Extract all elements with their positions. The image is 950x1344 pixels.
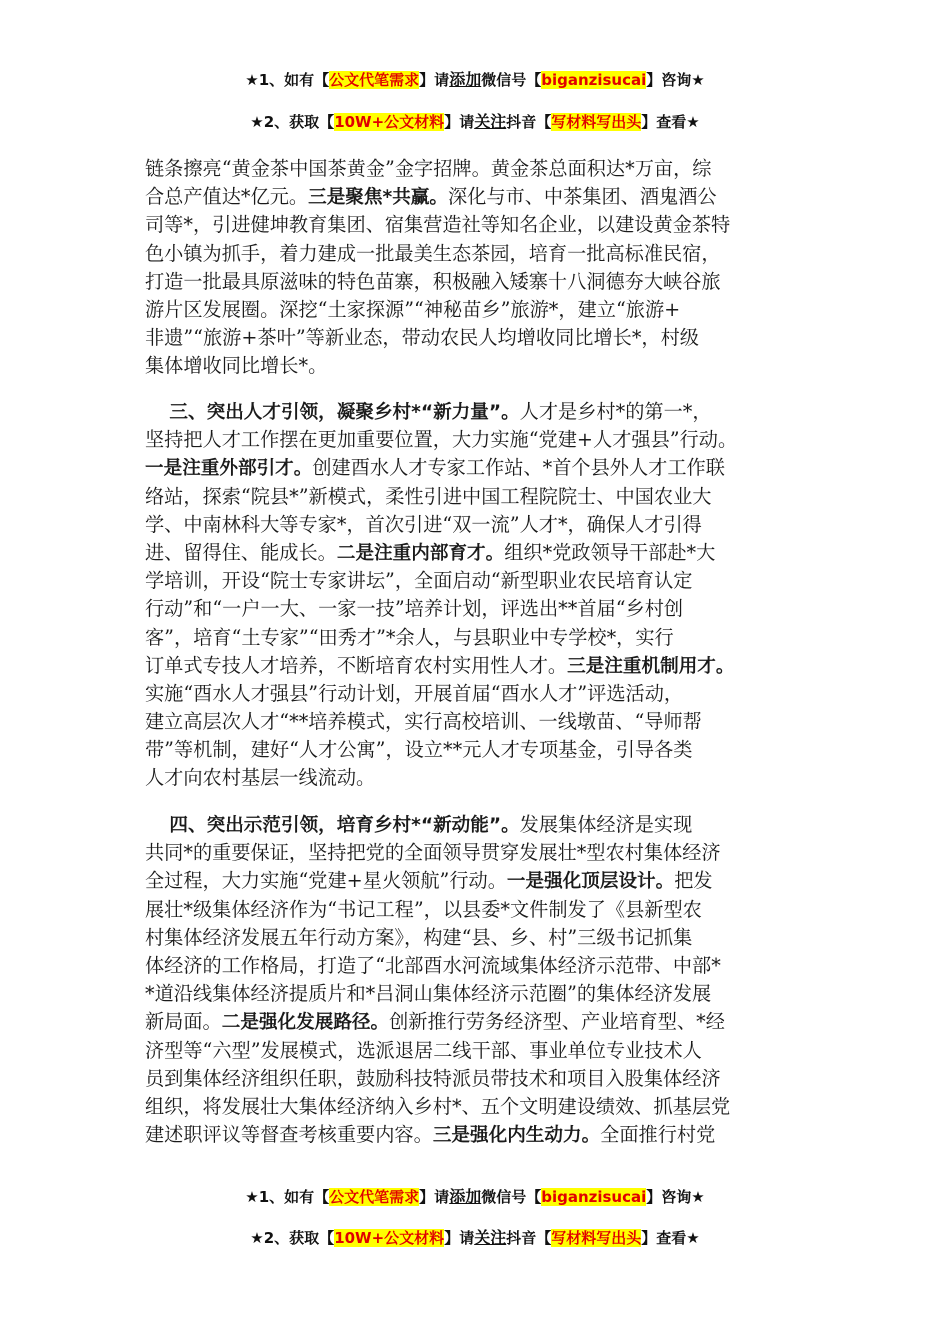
- text-line: [145, 567, 805, 595]
- text-line: [145, 454, 805, 482]
- body-text: 带”等机制，建好“人才公寓”，设立**元人才专项基金，引导各类: [145, 738, 693, 762]
- text-line: [145, 924, 805, 952]
- promo-text: 微信号【: [481, 1188, 542, 1206]
- text-line: [145, 708, 805, 736]
- body-text: 组织，将发展壮大集体经济纳入乡村*、五个文明建设绩效、抓基层党: [145, 1094, 731, 1118]
- promo-text: 【: [314, 1188, 330, 1206]
- promo-text: 】查看★: [641, 113, 700, 131]
- indent: [145, 813, 169, 836]
- text-line: [145, 680, 805, 708]
- highlight-service: 公文代笔需求: [329, 1188, 420, 1206]
- body-text: 链条擦亮“黄金茶中国茶黄金”金字招牌。黄金茶总面积达*万亩，综: [145, 157, 712, 180]
- bold-heading: 三是聚焦*共赢。: [308, 187, 448, 209]
- body-text: 合总产值达*亿元。: [145, 185, 309, 209]
- body-text: 发展集体经济是实现: [519, 813, 693, 836]
- body-text: 订单式专技人才培养，不断培育农村实用性人才。: [145, 653, 568, 677]
- body-text: 客”，培育“土专家”“田秀才”*余人，与县职业中专学校*，实行: [145, 625, 674, 649]
- text-line: [145, 764, 805, 792]
- text-line: [145, 736, 805, 764]
- body-text: 新局面。: [145, 1010, 222, 1034]
- body-text: 进、留得住、能成长。: [145, 540, 337, 564]
- bold-heading: 三、突出人才引领，凝聚乡村*“新力量”。: [169, 402, 520, 423]
- text-line: [145, 952, 805, 980]
- promo-footer-line-1: [0, 1186, 950, 1208]
- text-line: [145, 595, 805, 623]
- paragraph-2: [145, 398, 805, 793]
- text-line: [145, 268, 805, 296]
- text-line: [145, 839, 805, 867]
- bold-heading: 三是注重机制用才。: [567, 655, 735, 677]
- bold-heading: 二是注重内部育才。: [336, 542, 505, 564]
- text-line: [145, 624, 805, 652]
- bold-heading: 一是注重外部引才。: [145, 458, 313, 480]
- text-line: [145, 398, 805, 426]
- body-text: 深化与市、中茶集团、酒鬼酒公: [447, 185, 717, 209]
- text-line: [145, 1065, 805, 1093]
- highlight-service: 公文代笔需求: [329, 71, 420, 89]
- text-line: [145, 1037, 805, 1065]
- paragraph-3: [145, 811, 805, 1149]
- promo-text: 】请: [419, 1188, 450, 1206]
- body-text: 共同*的重要保证，坚持把党的全面领导贯穿发展壮*型农村集体经济: [145, 841, 721, 865]
- body-text: 组织*党政领导干部赴*大: [504, 540, 716, 564]
- body-text: 体经济的工作格局，打造了“北部酉水河流域集体经济示范带、中部*: [145, 953, 721, 977]
- body-text: 人才是乡村*的第一*，: [519, 400, 712, 423]
- body-text: 全过程，大力实施“党建+星火领航”行动。: [145, 869, 507, 893]
- body-text: 建述职评议等督查考核重要内容。: [145, 1123, 433, 1147]
- text-line: [145, 240, 805, 268]
- promo-text: 】咨询★: [646, 1188, 705, 1206]
- body-text: 把发: [674, 869, 713, 893]
- body-text: *道沿线集体经济提质片和*吕洞山集体经济示范圈”的集体经济发展: [145, 982, 712, 1006]
- promo-text: 】查看★: [641, 1229, 700, 1247]
- underlined-word: 关注: [474, 1228, 507, 1247]
- text-line: [145, 1008, 805, 1036]
- promo-text: ★1、如有: [245, 1188, 315, 1206]
- text-line: [145, 980, 805, 1008]
- highlight-douyin: 写材料写出头: [551, 113, 642, 131]
- body-text: 实施“酉水人才强县”行动计划，开展首届“酉水人才”评选活动，: [145, 681, 684, 705]
- body-text: 学、中南林科大等专家*，首次引进“双一流”人才*，确保人才引得: [145, 512, 702, 536]
- promo-text: ★1、如有: [245, 71, 315, 89]
- highlight-materials: 10W+公文材料: [334, 113, 445, 131]
- body-text: 创建酉水人才专家工作站、*首个县外人才工作联: [312, 456, 725, 480]
- body-text: 村集体经济发展五年行动方案》，构建“县、乡、村”三级书记抓集: [145, 925, 693, 949]
- text-line: [145, 1121, 805, 1149]
- bold-heading: 三是强化内生动力。: [432, 1125, 601, 1147]
- text-line: [145, 155, 805, 183]
- text-line: [145, 324, 805, 352]
- body-text: 司等*，引进健坤教育集团、宿集营造社等知名企业，以建设黄金茶特: [145, 213, 731, 237]
- text-line: [145, 511, 805, 539]
- body-text: 坚持把人才工作摆在更加重要位置，大力实施“党建+人才强县”行动。: [145, 428, 738, 452]
- indent: [145, 400, 169, 423]
- text-line: [145, 652, 805, 680]
- promo-text: 抖音【: [506, 1229, 552, 1247]
- bold-heading: 二是强化发展路径。: [221, 1012, 390, 1034]
- body-text: 济型等“六型”发展模式，选派退居二线干部、事业单位专业技术人: [145, 1038, 702, 1062]
- body-text: 员到集体经济组织任职，鼓励科技特派员带技术和项目入股集体经济: [145, 1066, 721, 1090]
- text-line: [145, 1093, 805, 1121]
- promo-text: ★2、获取【: [250, 1229, 335, 1247]
- text-line: [145, 426, 805, 454]
- paragraph-1: [145, 155, 805, 381]
- body-text: 打造一批最具原滋味的特色苗寨，积极融入矮寨十八洞德夯大峡谷旅: [145, 269, 721, 293]
- promo-text: 【: [314, 71, 330, 89]
- text-line: [145, 896, 805, 924]
- promo-text: 】请: [444, 113, 475, 131]
- body-text: 创新推行劳务经济型、产业培育型、*经: [389, 1010, 725, 1034]
- underlined-word: 关注: [474, 112, 507, 131]
- text-line: [145, 483, 805, 511]
- highlight-wechat-id: biganzisucai: [541, 71, 647, 89]
- body-text: 非遗”“旅游+茶叶”等新业态，带动农民人均增收同比增长*，村级: [145, 326, 699, 350]
- text-line: [145, 867, 805, 895]
- body-text: 络站，探索“院县*”新模式，柔性引进中国工程院院士、中国农业大: [145, 484, 712, 508]
- promo-text: 抖音【: [506, 113, 552, 131]
- body-text: 展壮*级集体经济作为“书记工程”，以县委*文件制发了《县新型农: [145, 897, 702, 921]
- underlined-word: 添加: [449, 1187, 482, 1206]
- promo-text: 】请: [419, 71, 450, 89]
- underlined-word: 添加: [449, 70, 482, 89]
- text-line: [145, 539, 805, 567]
- promo-footer-line-2: [0, 1227, 950, 1249]
- text-line: [145, 296, 805, 324]
- body-text: 行动”和“一户一大、一家一技”培养计划，评选出**首届“乡村创: [145, 597, 684, 621]
- text-line: [145, 352, 805, 380]
- bold-heading: 一是强化顶层设计。: [506, 871, 675, 893]
- promo-line-2: [0, 111, 950, 133]
- highlight-douyin: 写材料写出头: [551, 1229, 642, 1247]
- body-text: 全面推行村党: [600, 1123, 716, 1147]
- bold-heading: 四、突出示范引领，培育乡村*“新动能”。: [169, 815, 520, 836]
- body-text: 集体增收同比增长*。: [145, 354, 328, 378]
- promo-text: ★2、获取【: [250, 113, 335, 131]
- body-text: 建立高层次人才“**培养模式，实行高校培训、一线墩苗、“导师帮: [145, 710, 702, 734]
- promo-line-1: [0, 69, 950, 91]
- promo-text: 微信号【: [481, 71, 542, 89]
- promo-text: 】请: [444, 1229, 475, 1247]
- highlight-wechat-id: biganzisucai: [541, 1188, 647, 1206]
- highlight-materials: 10W+公文材料: [334, 1229, 445, 1247]
- body-text: 游片区发展圈。深挖“土家探源”“神秘苗乡”旅游*，建立“旅游+: [145, 297, 681, 321]
- text-line: [145, 211, 805, 239]
- body-text: 人才向农村基层一线流动。: [145, 766, 376, 790]
- promo-text: 】咨询★: [646, 71, 705, 89]
- text-line: [145, 183, 805, 211]
- body-text: 学培训，开设“院士专家讲坛”，全面启动“新型职业农民培育认定: [145, 569, 693, 593]
- body-text: 色小镇为抓手，着力建成一批最美生态茶园，培育一批高标准民宿，: [145, 241, 721, 265]
- text-line: [145, 811, 805, 839]
